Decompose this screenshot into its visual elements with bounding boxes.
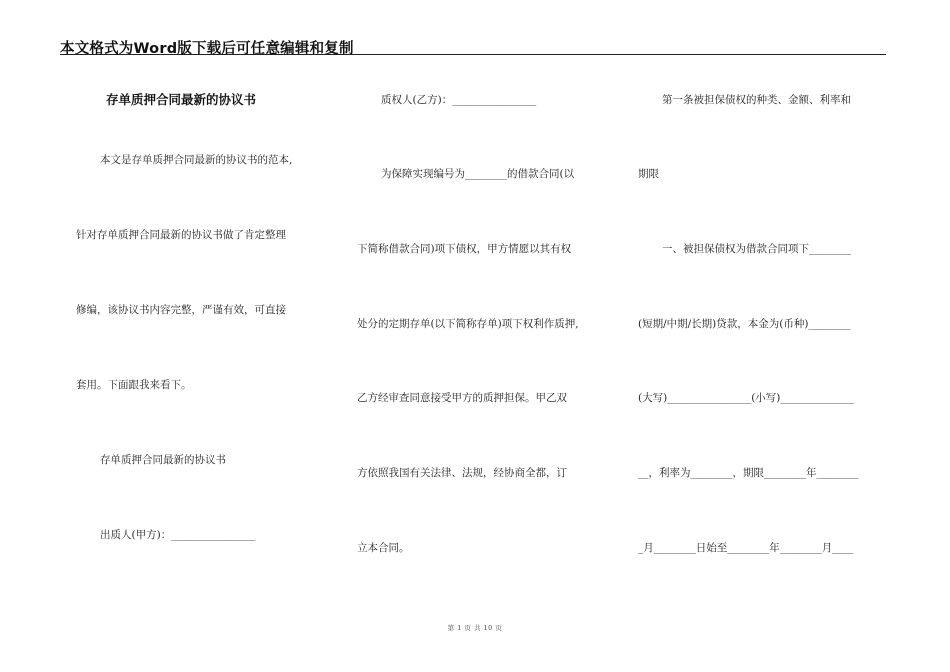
text-line: 下简称借款合同)项下债权，甲方情愿以其有权 (357, 243, 572, 255)
text-line: 为保障实现编号为________的借款合同(以 (381, 168, 575, 180)
text-line: 一、被担保债权为借款合同项下________ (662, 243, 851, 255)
text-line: 期限 (638, 168, 659, 180)
header-divider (60, 54, 886, 55)
text-line: 方依照我国有关法律、法规，经协商全都，订 (357, 467, 567, 479)
text-line: 质权人(乙方)：________________ (381, 94, 537, 106)
text-line: 出质人(甲方)：________________ (100, 529, 256, 541)
text-line: 立本合同。 (357, 542, 410, 554)
text-line: (大写)________________(小写)______________ (638, 392, 854, 404)
text-line: 针对存单质押合同最新的协议书做了肯定整理 (76, 229, 286, 241)
header-title: 本文格式为Word版下载后可任意编辑和复制 (60, 41, 354, 57)
text-line: 处分的定期存单(以下简称存单)项下权利作质押, (357, 318, 579, 330)
text-line: _月________日始至________年________月____ (638, 542, 854, 554)
text-line: __，利率为________，期限________年________ (638, 467, 859, 479)
text-line: 第一条被担保债权的种类、金额、利率和 (662, 94, 851, 106)
text-line: 修编，该协议书内容完整，严谨有效，可直接 (76, 304, 286, 316)
text-line: 乙方经审查同意接受甲方的质押担保。甲乙双 (357, 392, 567, 404)
text-line: 本文是存单质押合同最新的协议书的范本, (100, 154, 293, 166)
text-line: 存单质押合同最新的协议书 (100, 454, 226, 466)
text-line: (短期/中期/长期)贷款，本金为(币种)________ (638, 318, 851, 330)
page-number-footer: 第 1 页 共 10 页 (447, 624, 503, 632)
document-title: 存单质押合同最新的协议书 (106, 92, 257, 107)
text-line: 套用。下面跟我来看下。 (76, 379, 192, 391)
